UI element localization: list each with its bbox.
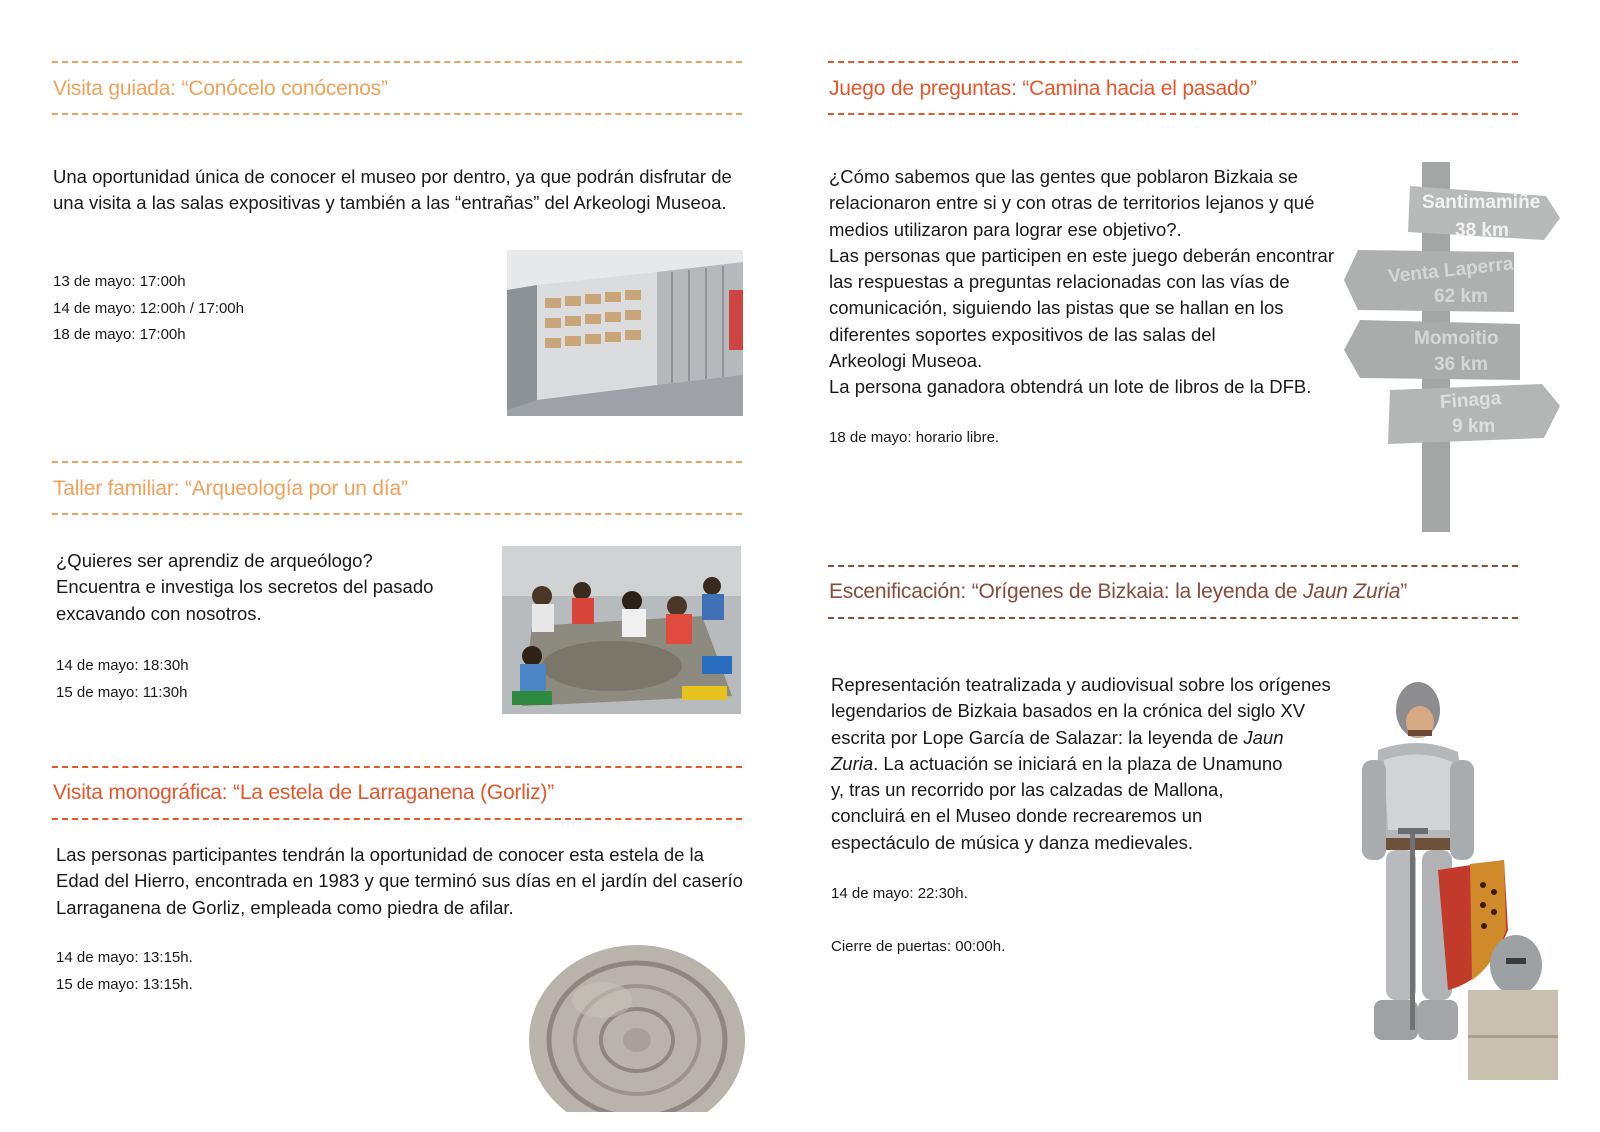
date-line: Cierre de puertas: 00:00h. <box>831 937 1006 955</box>
desc-line <box>831 751 1411 777</box>
children-workshop-photo <box>502 546 741 714</box>
date-line: 15 de mayo: 11:30h <box>56 683 188 701</box>
desc-line: medios utilizaron para lograr ese objetivo?. <box>829 218 1182 240</box>
dates-visita-guiada <box>53 269 244 349</box>
divider <box>52 461 742 463</box>
desc-line: Encuentra e investiga los secretos del pasado <box>56 576 434 598</box>
date-line: 18 de mayo: horario libre. <box>829 429 1000 446</box>
desc-line: ¿Cómo sabemos que las gentes que poblaron Bizkaia se <box>829 166 1298 187</box>
divider <box>52 766 742 768</box>
title-text: Escenificación: “Orígenes de Bizkaia: la leyenda de <box>829 580 1304 603</box>
date-line: 15 de mayo: 13:15h. <box>56 975 193 993</box>
divider <box>52 113 742 115</box>
title-text: ” <box>1400 580 1408 603</box>
desc-line: y, tras un recorrido por las calzadas de Mallona, <box>831 779 1224 801</box>
desc-italic: Jaun <box>1243 726 1284 748</box>
date-line: 18 de mayo: 17:00h <box>53 326 186 343</box>
section-desc-taller-familiar <box>56 548 496 627</box>
divider <box>828 565 1518 567</box>
desc-line: diferentes soportes expositivos de las salas del <box>829 323 1216 345</box>
desc-line: relacionaron entre si y con otras de territorios lejanos y qué <box>829 192 1315 214</box>
sign-label: Santimamiñe <box>1422 192 1541 213</box>
desc-line: ¿Quieres ser aprendiz de arqueólogo? <box>56 550 373 571</box>
divider <box>828 113 1518 115</box>
desc-line: legendarios de Bizkaia basados en la crónica del siglo XV <box>831 700 1306 722</box>
section-title-visita-guiada: Visita guiada: “Conócelo conócenos” <box>53 77 388 100</box>
section-title-taller-familiar: Taller familiar: “Arqueología por un día” <box>53 477 408 500</box>
divider <box>828 61 1518 63</box>
section-title-visita-monografica: Visita monográfica: “La estela de Larraganena (Gorliz)” <box>53 781 555 804</box>
sign-label: 38 km <box>1455 220 1509 241</box>
section-desc-visita-guiada: Una oportunidad única de conocer el museo por dentro, ya que podrán disfrutar de una visita a las salas expositivas y también a las “entrañas” del Arkeologi Museoa. <box>53 166 732 214</box>
dates-taller-familiar <box>56 653 189 706</box>
date-line: 13 de mayo: 17:00h <box>53 273 186 290</box>
desc-italic: Zuria <box>831 752 874 774</box>
date-line: 14 de mayo: 22:30h. <box>831 885 968 902</box>
section-desc-escenificacion <box>831 672 1411 856</box>
desc-line: La persona ganadora obtendrá un lote de libros de la DFB. <box>829 376 1312 398</box>
sign-label: Finaga <box>1439 387 1502 414</box>
divider <box>52 513 742 515</box>
stele-photo <box>522 940 752 1112</box>
dates-juego-preguntas <box>829 425 999 452</box>
dates-escenificacion <box>831 881 1005 960</box>
desc-line: Arkeologi Museoa. <box>829 350 983 372</box>
sign-label: 36 km <box>1434 354 1488 375</box>
section-desc-juego-preguntas <box>829 164 1399 401</box>
desc-line: Representación teatralizada y audiovisual sobre los orígenes <box>831 674 1331 695</box>
desc-text: . La actuación se iniciará en la plaza de Unamuno <box>873 752 1283 774</box>
desc-line: espectáculo de música y danza medievales. <box>831 831 1193 853</box>
sign-label: 62 km <box>1434 286 1488 307</box>
sign-label: Momoitio <box>1414 328 1499 349</box>
title-italic: Jaun Zuria <box>1303 580 1401 603</box>
divider <box>52 818 742 820</box>
desc-line <box>831 725 1411 751</box>
divider <box>52 61 742 63</box>
desc-line: comunicación, siguiendo las pistas que se hallan en los <box>829 297 1284 319</box>
date-line: 14 de mayo: 13:15h. <box>56 949 193 966</box>
desc-line: Las personas que participen en este juego deberán encontrar <box>829 244 1334 266</box>
section-desc-visita-monografica: Las personas participantes tendrán la oportunidad de conocer esta estela de la Edad del Hierro, encontrada en 1983 y que terminó sus días en el jardín del caserío Larraganena de Gorliz, empleada como piedra de afilar. <box>56 844 743 918</box>
date-line: 14 de mayo: 18:30h <box>56 657 189 674</box>
sign-label: 9 km <box>1452 416 1496 437</box>
storage-room-photo <box>507 250 743 416</box>
date-line: 14 de mayo: 12:00h / 17:00h <box>53 299 244 317</box>
section-title-juego-preguntas: Juego de preguntas: “Camina hacia el pasado” <box>829 77 1257 100</box>
sign-label: Venta Laperra <box>1387 253 1515 288</box>
divider <box>828 617 1518 619</box>
dates-visita-monografica <box>56 945 193 998</box>
desc-line: las respuestas a preguntas relacionadas con las vías de <box>829 271 1290 293</box>
desc-line: concluirá en el Museo donde recrearemos un <box>831 805 1203 827</box>
desc-text: escrita por Lope García de Salazar: la leyenda de <box>831 726 1244 748</box>
desc-line: excavando con nosotros. <box>56 602 262 624</box>
section-title-escenificacion <box>829 580 1407 604</box>
